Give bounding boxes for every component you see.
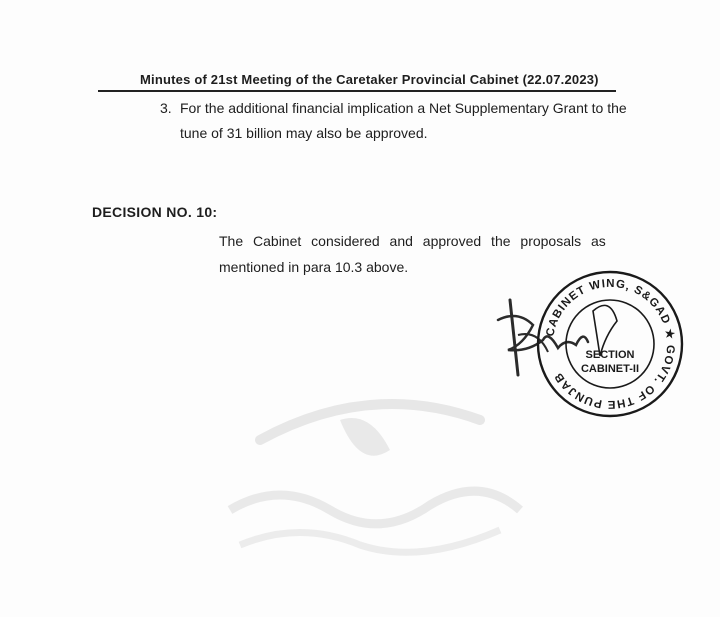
decision-text-line-2: mentioned in para 10.3 above. <box>219 259 409 275</box>
header-rule <box>98 90 616 92</box>
decision-text-line-1: The Cabinet considered and approved the proposals as <box>219 233 606 249</box>
emblem-watermark <box>200 380 540 580</box>
stamp-cabinet-text: CABINET-II <box>580 363 640 375</box>
decision-heading: DECISION NO. 10: <box>92 204 218 220</box>
paragraph-line-1 <box>160 96 627 121</box>
minutes-header-title: Minutes of 21st Meeting of the Caretaker Provincial Cabinet (22.07.2023) <box>140 72 599 87</box>
cabinet-wing-stamp <box>535 266 685 422</box>
stamp-ring-text: CABINET WING, S&GAD ★ GOVT. OF THE PUNJAB <box>544 277 677 411</box>
paragraph-text-2: tune of 31 billion may also be approved. <box>180 125 428 141</box>
paragraph-number: 3. <box>160 100 172 116</box>
paragraph-3 <box>160 96 627 146</box>
paragraph-text-1: For the additional financial implication a Net Supplementary Grant to the <box>180 100 627 116</box>
stamp-section-text: SECTION <box>585 349 635 361</box>
